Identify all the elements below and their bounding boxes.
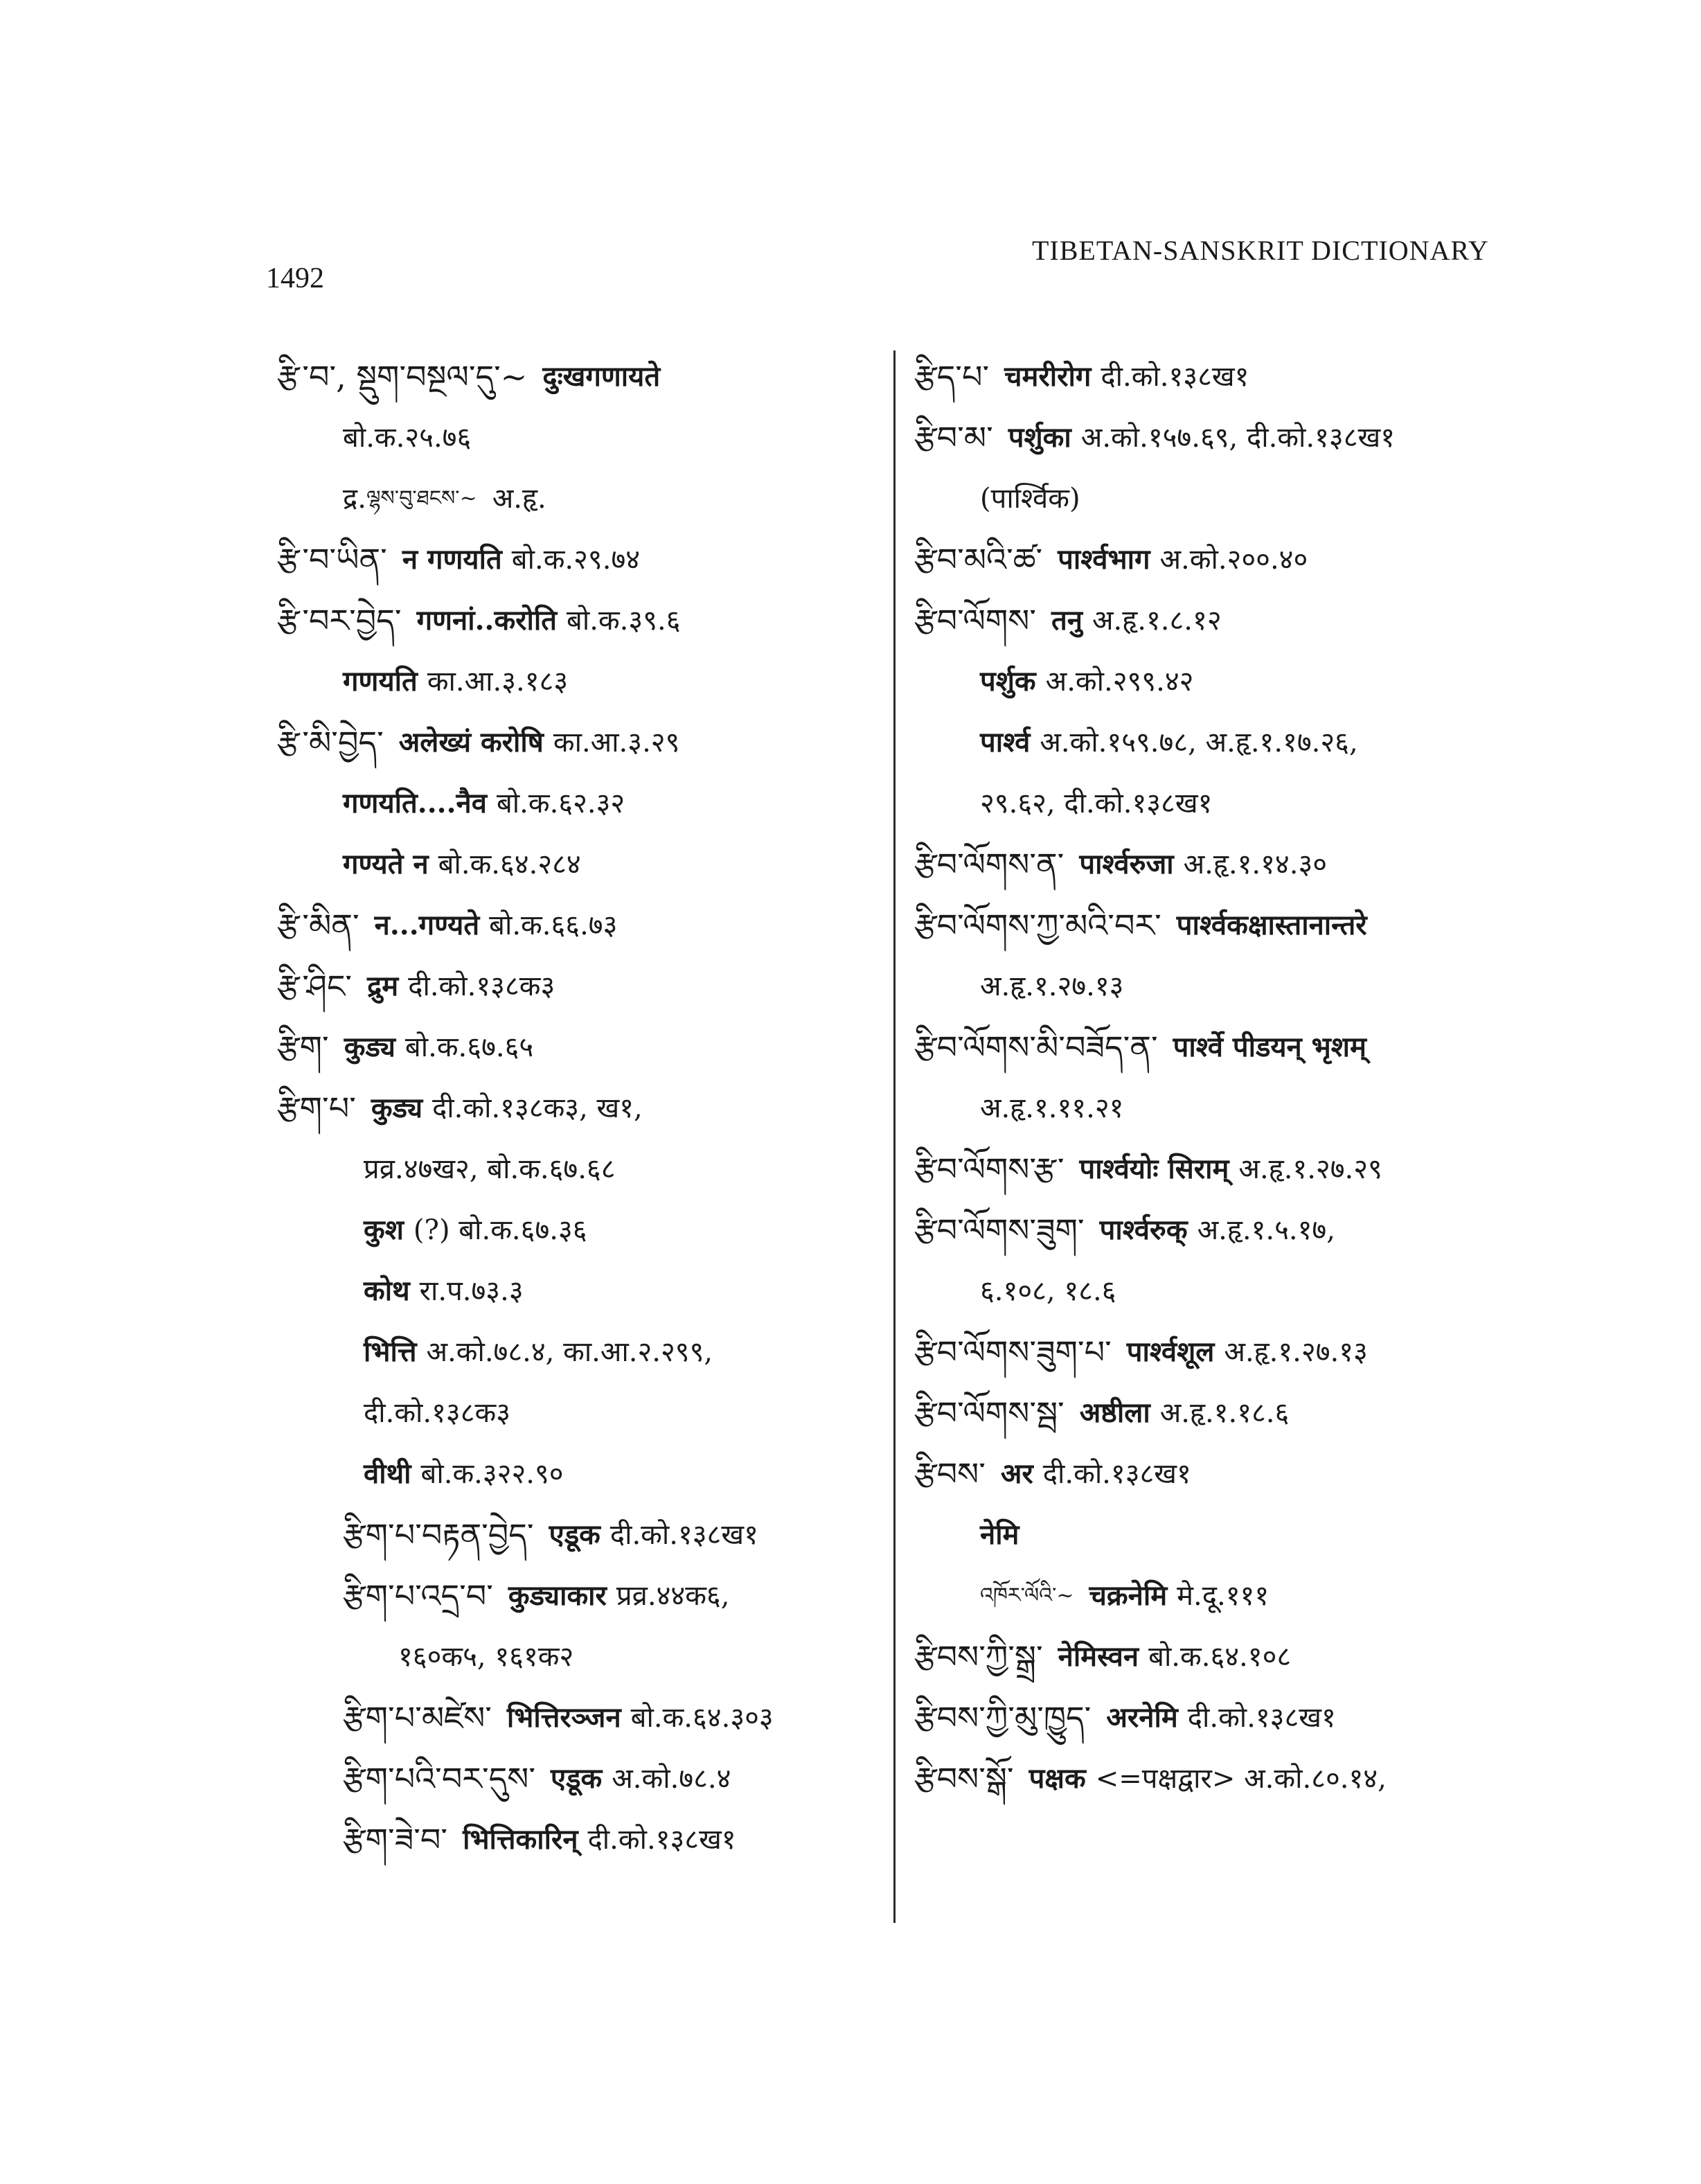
- source-reference: अ.हृ.१.२७.१३: [1224, 1336, 1368, 1368]
- running-head: TIBETAN-SANSKRIT DICTIONARY: [1032, 235, 1489, 266]
- source-reference: बो.क.६४.२८४: [438, 849, 581, 880]
- dictionary-line: [277, 590, 880, 651]
- sanskrit-equivalent: पार्श्वशूल: [1126, 1335, 1215, 1368]
- dictionary-line: [277, 346, 880, 407]
- dictionary-line: [277, 1809, 880, 1870]
- tibetan-headword: རྩིག་ཟེ་བ་: [343, 1821, 448, 1858]
- dictionary-line: [914, 1078, 1683, 1139]
- tibetan-headword: རྩིབ་ལོགས་ན་: [914, 846, 1065, 883]
- dictionary-line: [277, 1626, 880, 1687]
- sanskrit-equivalent: कुड्याकार: [508, 1579, 607, 1612]
- dictionary-line: [914, 1139, 1683, 1200]
- source-reference: अ.हृ.१.२७.१३: [980, 970, 1124, 1002]
- dictionary-line: [914, 1261, 1683, 1322]
- sanskrit-equivalent: अलेख्यं करोषि: [398, 726, 544, 758]
- dictionary-line: [277, 1687, 880, 1748]
- source-reference: का.आ.३.२९: [553, 727, 680, 758]
- dictionary-line: [277, 1078, 880, 1139]
- sanskrit-equivalent: भित्तिरञ्जन: [506, 1701, 621, 1734]
- dictionary-line: [277, 1504, 880, 1565]
- sanskrit-equivalent: चमरीरोग: [1004, 360, 1092, 393]
- dictionary-line: [277, 895, 880, 956]
- sanskrit-equivalent: एडूक: [549, 1518, 600, 1551]
- source-reference: अ.हृ.१.२७.२९: [1238, 1153, 1382, 1185]
- sanskrit-equivalent: वीथी: [364, 1457, 411, 1490]
- sanskrit-equivalent: कुड्य: [344, 1031, 395, 1063]
- dictionary-line: [914, 346, 1683, 407]
- source-reference: (पार्श्विक): [980, 483, 1080, 515]
- dictionary-line: [277, 529, 880, 590]
- sanskrit-equivalent: पार्श्व: [980, 726, 1031, 758]
- source-reference: दी.को.१३८ख१: [1187, 1702, 1336, 1734]
- sanskrit-equivalent: कुश: [364, 1214, 404, 1246]
- tibetan-headword: རྩི་མི་བྱེད་: [277, 724, 384, 761]
- source-reference: दी.को.१३८ख१: [587, 1824, 736, 1856]
- dictionary-line: [914, 468, 1683, 529]
- tibetan-headword: རྩི་ཤིང་: [277, 968, 353, 1005]
- source-reference: अ.को.७८.४: [612, 1763, 731, 1795]
- dictionary-line: [914, 1383, 1683, 1444]
- sanskrit-equivalent: पार्श्वरुक्: [1099, 1214, 1188, 1246]
- sanskrit-equivalent: गणयति....नैव: [343, 787, 487, 819]
- dictionary-line: [914, 1444, 1683, 1504]
- source-reference: अ.को.१५९.७८, अ.हृ.१.१७.२६,: [1040, 727, 1358, 758]
- dictionary-line: [914, 712, 1683, 773]
- source-reference: दी.को.१३८क३: [408, 970, 555, 1002]
- tibetan-headword: རྩིག་པ་མཛེས་: [343, 1699, 492, 1737]
- source-reference: रा.प.७३.३: [419, 1275, 524, 1307]
- source-reference: अ.को.१५७.६९, दी.को.१३८ख१: [1080, 422, 1396, 454]
- source-reference: अ.हृ.: [492, 483, 546, 515]
- tibetan-headword: རྩིབ་མ་: [914, 419, 993, 456]
- tibetan-headword: རྩིག་པའི་བར་དུས་: [343, 1760, 535, 1797]
- tibetan-headword: རྩིབ་ལོགས་སྦ་: [914, 1394, 1065, 1432]
- source-reference: प्रव्र.४४क६,: [616, 1580, 730, 1612]
- source-reference: अ.को.२९९.४२: [1045, 666, 1194, 698]
- source-reference: (?) बो.क.६७.३६: [413, 1214, 587, 1246]
- source-reference: दी.को.१३८क३, ख१,: [432, 1092, 643, 1124]
- source-reference: बो.क.६७.६५: [404, 1031, 534, 1063]
- dictionary-line: [277, 834, 880, 895]
- dictionary-line: [277, 651, 880, 712]
- tibetan-headword: རྩི་བ་ཡིན་: [277, 541, 387, 578]
- dictionary-line: [277, 1383, 880, 1444]
- dictionary-line: [914, 895, 1683, 956]
- dictionary-line: [277, 1444, 880, 1504]
- tibetan-headword: རྩིག་པ་བརྟན་བྱེད་: [343, 1516, 534, 1554]
- dictionary-line: [914, 529, 1683, 590]
- sanskrit-equivalent: तनु: [1051, 604, 1083, 637]
- dictionary-line: [277, 1565, 880, 1626]
- tibetan-headword: རྩིབ་ལོགས་ཀྱ་མའི་བར་: [914, 907, 1161, 944]
- dictionary-line: [914, 1322, 1683, 1383]
- sanskrit-equivalent: न गणयति: [402, 543, 502, 576]
- tibetan-headword: རྩིག་པ་: [277, 1090, 356, 1127]
- dictionary-line: [914, 651, 1683, 712]
- dictionary-line: [277, 407, 880, 468]
- source-reference: बो.क.२५.७६: [343, 422, 472, 454]
- source-reference: मे.दू.१११: [1177, 1580, 1270, 1612]
- source-reference: बो.क.२९.७४: [511, 544, 641, 576]
- source-reference: बो.क.३९.६: [567, 605, 681, 637]
- dictionary-line: [914, 956, 1683, 1017]
- dictionary-line: [277, 468, 880, 529]
- source-reference: <=पक्षद्वार> अ.को.८०.१४,: [1095, 1763, 1387, 1795]
- sanskrit-equivalent: पार्श्वभाग: [1058, 543, 1150, 576]
- sanskrit-equivalent: पर्शुका: [1008, 421, 1071, 454]
- source-reference: २९.६२, दी.को.१३८ख१: [980, 788, 1213, 819]
- source-reference: दी.को.१३८क३: [364, 1397, 511, 1429]
- dictionary-line: [914, 1200, 1683, 1261]
- source-reference: का.आ.३.१८३: [427, 666, 569, 698]
- sanskrit-equivalent: भित्ति: [364, 1335, 417, 1368]
- tibetan-headword: རྩིད་པ་: [914, 358, 990, 396]
- tibetan-phrase: འཁོར་ལོའི་~: [980, 1583, 1074, 1608]
- sanskrit-equivalent: पार्श्वकक्षास्तानान्तरे: [1176, 909, 1367, 941]
- dictionary-line: [914, 1748, 1683, 1809]
- sanskrit-equivalent: गणनां..करोति: [416, 604, 558, 637]
- tibetan-headword: རྩིབས་སྒོ་: [914, 1760, 1014, 1797]
- dictionary-line: [277, 1139, 880, 1200]
- source-reference: अ.को.२००.४०: [1159, 544, 1308, 576]
- left-column: [277, 346, 880, 1870]
- tibetan-headword: རྩིབ་ལོགས་རྩ་: [914, 1151, 1065, 1188]
- tibetan-headword: རྩི་མིན་: [277, 907, 359, 944]
- source-reference: अ.हृ.१.१८.६: [1159, 1397, 1290, 1429]
- source-reference: ६.१०८, १८.६: [980, 1275, 1116, 1307]
- dictionary-line: [277, 773, 880, 834]
- dictionary-line: [277, 712, 880, 773]
- sanskrit-equivalent: गण्यते न: [343, 848, 429, 880]
- source-reference: दी.को.१३८ख१: [1101, 361, 1249, 393]
- dictionary-line: [914, 407, 1683, 468]
- sanskrit-equivalent: भित्तिकारिन्: [463, 1823, 578, 1856]
- tibetan-headword: རྩིབ་ལོགས་: [914, 602, 1036, 639]
- sanskrit-equivalent: कोथ: [364, 1275, 410, 1307]
- sanskrit-equivalent: चक्रनेमि: [1089, 1579, 1168, 1612]
- source-reference: बो.क.६६.७३: [489, 909, 618, 941]
- tibetan-headword: རྩིབས་ཀྱི་སྒྲ་: [914, 1638, 1043, 1676]
- sanskrit-equivalent: अर: [1000, 1457, 1033, 1490]
- sanskrit-equivalent: अरनेमि: [1106, 1701, 1178, 1734]
- source-reference: १६०क५, १६१क२: [398, 1641, 574, 1673]
- source-reference: अ.हृ.१.८.१२: [1092, 605, 1222, 637]
- source-reference: प्रव्र.४७ख२, बो.क.६७.६८: [364, 1153, 616, 1185]
- tibetan-headword: རྩིབ་ལོགས་མི་བཟོད་ན་: [914, 1029, 1158, 1066]
- dictionary-line: [914, 590, 1683, 651]
- tibetan-headword: རྩིབ་ལོགས་ཟུག་: [914, 1211, 1085, 1249]
- sanskrit-equivalent: द्रुम: [367, 970, 399, 1002]
- sanskrit-equivalent: नेमि: [980, 1518, 1019, 1551]
- dictionary-line: [277, 1200, 880, 1261]
- tibetan-headword: རྩིབས་ཀྱི་མུ་ཁྱུད་: [914, 1699, 1092, 1737]
- dictionary-line: [914, 834, 1683, 895]
- source-reference: बो.क.६४.३०३: [630, 1702, 774, 1734]
- tibetan-headword: རྩིག་པ་འདྲ་བ་: [343, 1577, 493, 1615]
- source-reference: बो.क.३२२.९०: [420, 1458, 564, 1490]
- dictionary-line: [914, 1504, 1683, 1565]
- dictionary-line: [277, 1322, 880, 1383]
- source-reference: बो.क.६४.१०८: [1148, 1641, 1292, 1673]
- source-reference: बो.क.६२.३२: [496, 788, 625, 819]
- tibetan-headword: རྩི་བ་, སྡུག་བསྔལ་དུ་~: [277, 358, 528, 396]
- dictionary-line: [277, 1017, 880, 1078]
- sanskrit-equivalent: एडूक: [550, 1762, 603, 1795]
- sanskrit-equivalent: पार्श्वरुजा: [1079, 848, 1174, 880]
- tibetan-phrase: ལྷས་བུ་ཐངས་~: [366, 486, 477, 511]
- source-reference: अ.हृ.१.११.२१: [980, 1092, 1124, 1124]
- source-reference: अ.को.७८.४, का.आ.२.२९९,: [426, 1336, 713, 1368]
- source-reference: अ.हृ.१.१४.३०: [1183, 849, 1328, 880]
- dictionary-line: [914, 1017, 1683, 1078]
- dictionary-line: [277, 956, 880, 1017]
- sanskrit-equivalent: पार्श्वयोः सिराम्: [1079, 1153, 1229, 1185]
- tibetan-headword: རྩིབ་མའི་ཚ་: [914, 541, 1043, 578]
- sanskrit-equivalent: अष्ठीला: [1079, 1396, 1150, 1429]
- dictionary-line: [277, 1261, 880, 1322]
- sanskrit-equivalent: नेमिस्वन: [1058, 1640, 1139, 1673]
- sanskrit-equivalent: पार्श्वे पीडयन् भृशम्: [1173, 1031, 1366, 1063]
- tibetan-headword: རྩིབས་: [914, 1455, 986, 1493]
- source-reference: दी.को.१३८ख१: [1042, 1458, 1191, 1490]
- sanskrit-equivalent: गणयति: [343, 665, 418, 698]
- sanskrit-equivalent: पक्षक: [1028, 1762, 1086, 1795]
- page-number: 1492: [266, 263, 324, 294]
- dictionary-line: [914, 773, 1683, 834]
- sanskrit-equivalent: कुड्य: [371, 1092, 423, 1124]
- tibetan-headword: རྩིག་: [277, 1029, 329, 1066]
- source-reference: द्र.: [343, 483, 366, 515]
- tibetan-headword: རྩི་བར་བྱེད་: [277, 602, 402, 639]
- dictionary-line: [914, 1565, 1683, 1626]
- dictionary-line: [914, 1626, 1683, 1687]
- right-column: [914, 346, 1683, 1809]
- dictionary-line: [277, 1748, 880, 1809]
- dictionary-line: [914, 1687, 1683, 1748]
- source-reference: दी.को.१३८ख१: [609, 1519, 758, 1551]
- source-reference: अ.हृ.१.५.१७,: [1197, 1214, 1335, 1246]
- column-divider: [893, 350, 896, 1923]
- sanskrit-equivalent: पर्शुक: [980, 665, 1036, 698]
- sanskrit-equivalent: न...गण्यते: [374, 909, 480, 941]
- tibetan-headword: རྩིབ་ལོགས་ཟུག་པ་: [914, 1333, 1112, 1371]
- sanskrit-equivalent: दुःखगणायते: [542, 360, 661, 393]
